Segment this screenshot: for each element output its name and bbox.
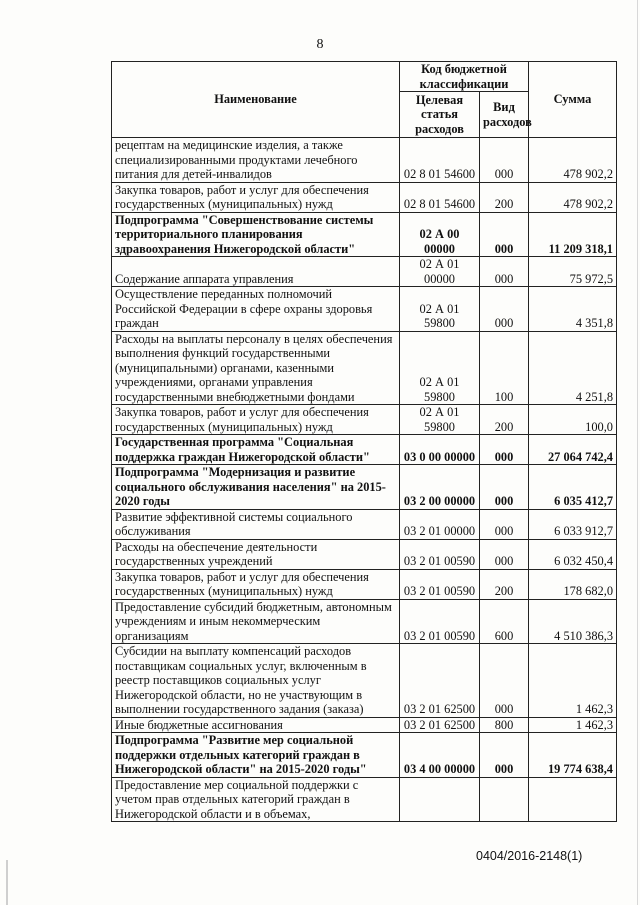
row-sum: 11 209 318,1 xyxy=(529,212,617,257)
row-code: 03 0 00 00000 xyxy=(400,435,480,465)
row-type: 000 xyxy=(480,138,529,183)
row-name: Закупка товаров, работ и услуг для обеспечения государственных (муниципальных) нужд xyxy=(112,569,400,599)
table-row xyxy=(112,599,617,644)
row-name: Субсидии на выплату компенсаций расходов поставщикам социальных услуг, включенным в реестр поставщиков социальных услуг Нижегородской области, но не участвующим в выполнении государственного задания (заказа) xyxy=(112,644,400,718)
scan-mark xyxy=(6,860,8,905)
row-code: 03 2 01 00590 xyxy=(400,569,480,599)
row-type: 000 xyxy=(480,287,529,332)
row-sum: 4 351,8 xyxy=(529,287,617,332)
row-code: 02 8 01 54600 xyxy=(400,182,480,212)
table-row xyxy=(112,182,617,212)
row-name: Расходы на выплаты персоналу в целях обеспечения выполнения функций государственными (муниципальными) органами, казенными учреждениями, органами управления государственными внебюджетными фондами xyxy=(112,331,400,405)
row-type: 800 xyxy=(480,717,529,733)
document-code: 0404/2016-2148(1) xyxy=(476,849,583,863)
table-row xyxy=(112,435,617,465)
row-code: 03 2 00 00000 xyxy=(400,465,480,510)
row-code: 03 2 01 00590 xyxy=(400,599,480,644)
row-sum: 478 902,2 xyxy=(529,138,617,183)
row-sum: 1 462,3 xyxy=(529,644,617,718)
row-type: 200 xyxy=(480,569,529,599)
row-code: 03 2 01 62500 xyxy=(400,644,480,718)
row-name: Иные бюджетные ассигнования xyxy=(112,717,400,733)
row-type: 000 xyxy=(480,733,529,778)
row-sum: 19 774 638,4 xyxy=(529,733,617,778)
table-row xyxy=(112,257,617,287)
row-sum: 178 682,0 xyxy=(529,569,617,599)
header-sum: Сумма xyxy=(529,62,617,138)
row-code: 03 2 01 00590 xyxy=(400,539,480,569)
row-type: 000 xyxy=(480,644,529,718)
row-type: 200 xyxy=(480,405,529,435)
table-row xyxy=(112,733,617,778)
row-code: 02 А 01 00000 xyxy=(400,257,480,287)
row-name: Предоставление субсидий бюджетным, автономным учреждениям и иным некоммерческим организациям xyxy=(112,599,400,644)
scan-edge xyxy=(637,0,638,905)
row-type: 000 xyxy=(480,509,529,539)
table-row xyxy=(112,539,617,569)
row-name: Закупка товаров, работ и услуг для обеспечения государственных (муниципальных) нужд xyxy=(112,405,400,435)
row-sum: 478 902,2 xyxy=(529,182,617,212)
row-sum xyxy=(529,777,617,822)
row-code: 02 8 01 54600 xyxy=(400,138,480,183)
row-name: Подпрограмма "Модернизация и развитие социального обслуживания населения" на 2015-2020 годы xyxy=(112,465,400,510)
row-code: 02 А 01 59800 xyxy=(400,331,480,405)
row-type: 000 xyxy=(480,212,529,257)
table-row xyxy=(112,777,617,822)
row-name: Закупка товаров, работ и услуг для обеспечения государственных (муниципальных) нужд xyxy=(112,182,400,212)
row-code: 03 2 01 00000 xyxy=(400,509,480,539)
row-type: 000 xyxy=(480,257,529,287)
row-name: Предоставление мер социальной поддержки с учетом прав отдельных категорий граждан в Нижегородской области и в объемах, xyxy=(112,777,400,822)
row-sum: 27 064 742,4 xyxy=(529,435,617,465)
row-name: Содержание аппарата управления xyxy=(112,257,400,287)
row-code: 03 4 00 00000 xyxy=(400,733,480,778)
table-row xyxy=(112,138,617,183)
row-sum: 1 462,3 xyxy=(529,717,617,733)
row-type: 600 xyxy=(480,599,529,644)
table-row xyxy=(112,331,617,405)
row-type: 000 xyxy=(480,465,529,510)
row-name: Подпрограмма "Совершенствование системы территориального планирования здравоохранения Нижегородской области" xyxy=(112,212,400,257)
row-name: Подпрограмма "Развитие мер социальной поддержки отдельных категорий граждан в Нижегородской области" на 2015-2020 годы" xyxy=(112,733,400,778)
row-type: 200 xyxy=(480,182,529,212)
header-target-article: Целевая статья расходов xyxy=(400,92,480,138)
row-sum: 6 033 912,7 xyxy=(529,509,617,539)
row-sum: 75 972,5 xyxy=(529,257,617,287)
table-row xyxy=(112,405,617,435)
row-type: 000 xyxy=(480,539,529,569)
row-code: 02 А 01 59800 xyxy=(400,287,480,332)
row-sum: 100,0 xyxy=(529,405,617,435)
row-name: Государственная программа "Социальная поддержка граждан Нижегородской области" xyxy=(112,435,400,465)
row-code xyxy=(400,777,480,822)
table-row xyxy=(112,644,617,718)
row-sum: 6 035 412,7 xyxy=(529,465,617,510)
row-name: Развитие эффективной системы социального обслуживания xyxy=(112,509,400,539)
table-row xyxy=(112,465,617,510)
table-row xyxy=(112,509,617,539)
row-name: рецептам на медицинские изделия, а также специализированными продуктами лечебного питания для детей-инвалидов xyxy=(112,138,400,183)
header-name: Наименование xyxy=(112,62,400,138)
row-code: 02 А 00 00000 xyxy=(400,212,480,257)
table-row xyxy=(112,212,617,257)
budget-table xyxy=(111,61,617,822)
table-row xyxy=(112,717,617,733)
header-expense-type: Вид расходов xyxy=(480,92,529,138)
row-code: 02 А 01 59800 xyxy=(400,405,480,435)
header-classification: Код бюджетной классификации xyxy=(400,62,529,92)
table-row xyxy=(112,569,617,599)
row-sum: 6 032 450,4 xyxy=(529,539,617,569)
row-sum: 4 251,8 xyxy=(529,331,617,405)
row-type xyxy=(480,777,529,822)
row-code: 03 2 01 62500 xyxy=(400,717,480,733)
row-type: 100 xyxy=(480,331,529,405)
row-sum: 4 510 386,3 xyxy=(529,599,617,644)
row-type: 000 xyxy=(480,435,529,465)
table-body xyxy=(112,138,617,822)
table-row xyxy=(112,287,617,332)
row-name: Расходы на обеспечение деятельности государственных учреждений xyxy=(112,539,400,569)
page-number: 8 xyxy=(316,37,324,52)
row-name: Осуществление переданных полномочий Российской Федерации в сфере охраны здоровья граждан xyxy=(112,287,400,332)
